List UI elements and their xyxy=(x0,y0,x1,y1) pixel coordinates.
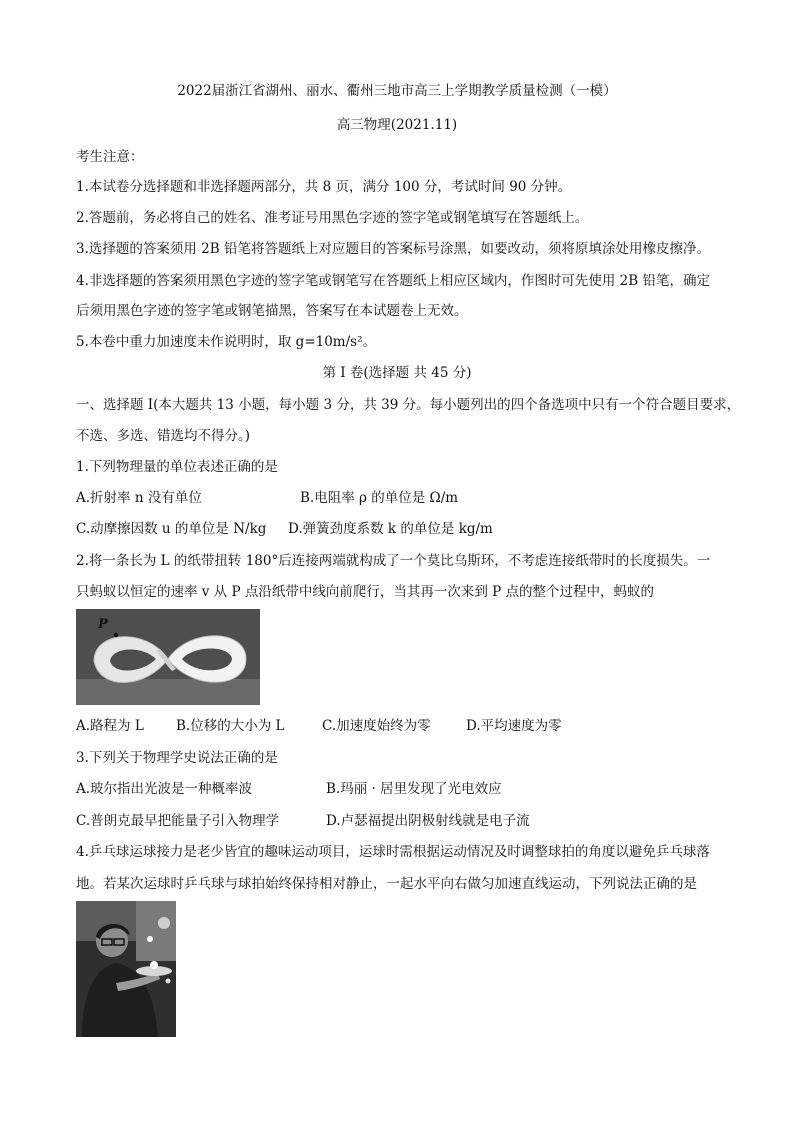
section-intro: 不选、多选、错选均不得分。) xyxy=(76,428,251,444)
question-2-option-a: A.路程为 L xyxy=(76,718,144,734)
question-1-option-a: A.折射率 n 没有单位 xyxy=(76,490,202,506)
section-title: 第 I 卷(选择题 共 45 分) xyxy=(322,365,472,381)
notice-heading: 考生注意： xyxy=(76,149,144,165)
question-2-stem: 2.将一条长为 L 的纸带扭转 180°后连接两端就构成了一个莫比乌斯环，不考虑连接纸带时的长度损失。一 xyxy=(76,553,711,569)
question-1-option-d: D.弹簧劲度系数 k 的单位是 kg/m xyxy=(288,521,493,537)
figure-label-p: P xyxy=(98,617,108,632)
question-2-stem: 只蚂蚁以恒定的速率 v 从 P 点沿纸带中线向前爬行，当其再一次来到 P 点的整个过程中，蚂蚁的 xyxy=(76,584,655,600)
notice-item: 2.答题前，务必将自己的姓名、准考证号用黑色字迹的签字笔或钢笔填写在答题纸上。 xyxy=(76,210,589,226)
question-2-option-c: C.加速度始终为零 xyxy=(322,718,431,734)
notice-item: 1.本试卷分选择题和非选择题两部分，共 8 页，满分 100 分，考试时间 90 分钟。 xyxy=(76,179,572,195)
exam-title: 2022届浙江省湖州、丽水、衢州三地市高三上学期教学质量检测（一模） xyxy=(177,83,617,99)
question-3-option-d: D.卢瑟福提出阴极射线就是电子流 xyxy=(326,813,530,829)
table-tennis-photo xyxy=(76,901,176,1037)
exam-subtitle: 高三物理(2021.11) xyxy=(336,117,458,133)
question-4-stem: 地。若某次运球时乒乓球与球拍始终保持相对静止，一起水平向右做匀加速直线运动，下列说法正确的是 xyxy=(76,876,697,892)
section-intro: 一、选择题 I(本大题共 13 小题，每小题 3 分，共 39 分。每小题列出的四个备选项中只有一个符合题目要求， xyxy=(76,397,741,413)
mobius-strip-figure xyxy=(76,609,260,705)
question-2-option-d: D.平均速度为零 xyxy=(466,718,562,734)
question-1-stem: 1.下列物理量的单位表述正确的是 xyxy=(76,459,278,475)
notice-item: 后须用黑色字迹的签字笔或钢笔描黑，答案写在本试题卷上无效。 xyxy=(76,303,468,319)
question-2-option-b: B.位移的大小为 L xyxy=(176,718,285,734)
notice-item: 3.选择题的答案须用 2B 铅笔将答题纸上对应题目的答案标号涂黑，如要改动，须将原填涂处用橡皮擦净。 xyxy=(76,241,710,257)
question-1-option-c: C.动摩擦因数 u 的单位是 N/kg xyxy=(76,521,267,537)
question-1-option-b: B.电阻率 ρ 的单位是 Ω/m xyxy=(300,490,459,506)
question-3-option-a: A.玻尔指出光波是一种概率波 xyxy=(76,781,253,797)
question-3-stem: 3.下列关于物理学史说法正确的是 xyxy=(76,750,278,766)
notice-item: 5.本卷中重力加速度未作说明时，取 g=10m/s²。 xyxy=(76,334,376,350)
notice-item: 4.非选择题的答案须用黑色字迹的签字笔或钢笔写在答题纸上相应区域内，作图时可先使用 2B 铅笔，确定 xyxy=(76,273,710,289)
question-4-stem: 4.乒乓球运球接力是老少皆宜的趣味运动项目，运球时需根据运动情况及时调整球拍的角度以避免乒乓球落 xyxy=(76,844,710,860)
question-3-option-c: C.普朗克最早把能量子引入物理学 xyxy=(76,813,280,829)
table-tennis-photo-drawing xyxy=(76,901,176,1037)
question-3-option-b: B.玛丽 · 居里发现了光电效应 xyxy=(326,781,502,797)
